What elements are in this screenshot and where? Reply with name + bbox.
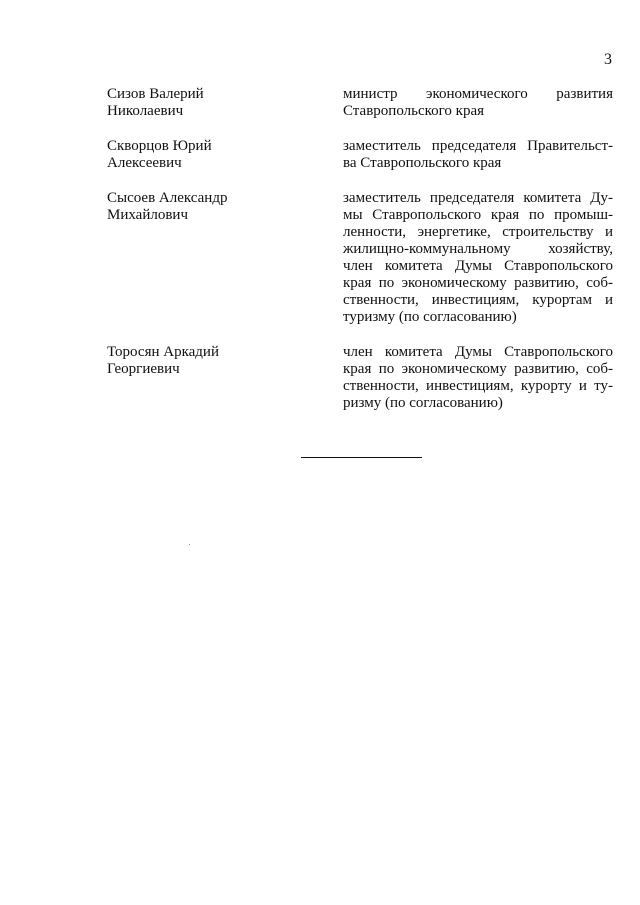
member-surname-line: Сизов Валерий — [107, 86, 204, 102]
member-role-line: жилищно-коммунальному хозяйству, — [343, 241, 613, 257]
member-role-line: края по экономическому развитию, соб- — [343, 275, 613, 291]
member-role-line: член комитета Думы Ставропольского — [343, 258, 613, 274]
member-role-line: края по экономическому развитию, соб- — [343, 361, 613, 377]
members-list — [107, 86, 613, 430]
member-name — [107, 86, 343, 120]
member-patronymic-line: Алексеевич — [107, 155, 182, 171]
member-row — [107, 138, 613, 172]
member-role-line: член комитета Думы Ставропольского — [343, 344, 613, 360]
member-surname-line: Сысоев Александр — [107, 190, 228, 206]
member-role — [343, 344, 613, 412]
member-name — [107, 138, 343, 172]
member-role-line: заместитель председателя комитета Ду- — [343, 190, 613, 206]
member-role-line: ственности, инвестициям, курортам и — [343, 292, 613, 308]
member-role-line: министр экономического развития — [343, 86, 613, 102]
member-row — [107, 344, 613, 412]
member-role-line: заместитель председателя Правительст- — [343, 138, 613, 154]
member-role — [343, 86, 613, 120]
member-patronymic-line: Николаевич — [107, 103, 184, 119]
member-role-line: ва Ставропольского края — [343, 155, 502, 171]
member-row — [107, 86, 613, 120]
scan-speck — [189, 544, 190, 545]
member-patronymic-line: Михайлович — [107, 207, 188, 223]
member-role-line: ственности, инвестициям, курорту и ту- — [343, 378, 613, 394]
member-role — [343, 190, 613, 326]
member-role — [343, 138, 613, 172]
member-surname-line: Торосян Аркадий — [107, 344, 219, 360]
member-row — [107, 190, 613, 326]
member-role-line: ленности, энергетике, строительству и — [343, 224, 613, 240]
member-role-line: ризму (по согласованию) — [343, 395, 503, 411]
member-role-line: мы Ставропольского края по промыш- — [343, 207, 613, 223]
member-role-line: Ставропольского края — [343, 103, 484, 119]
member-role-line: туризму (по согласованию) — [343, 309, 517, 325]
page-number: 3 — [604, 51, 612, 68]
member-name — [107, 344, 343, 412]
member-patronymic-line: Георгиевич — [107, 361, 180, 377]
member-name — [107, 190, 343, 326]
end-of-list-rule — [301, 457, 422, 458]
member-surname-line: Скворцов Юрий — [107, 138, 212, 154]
